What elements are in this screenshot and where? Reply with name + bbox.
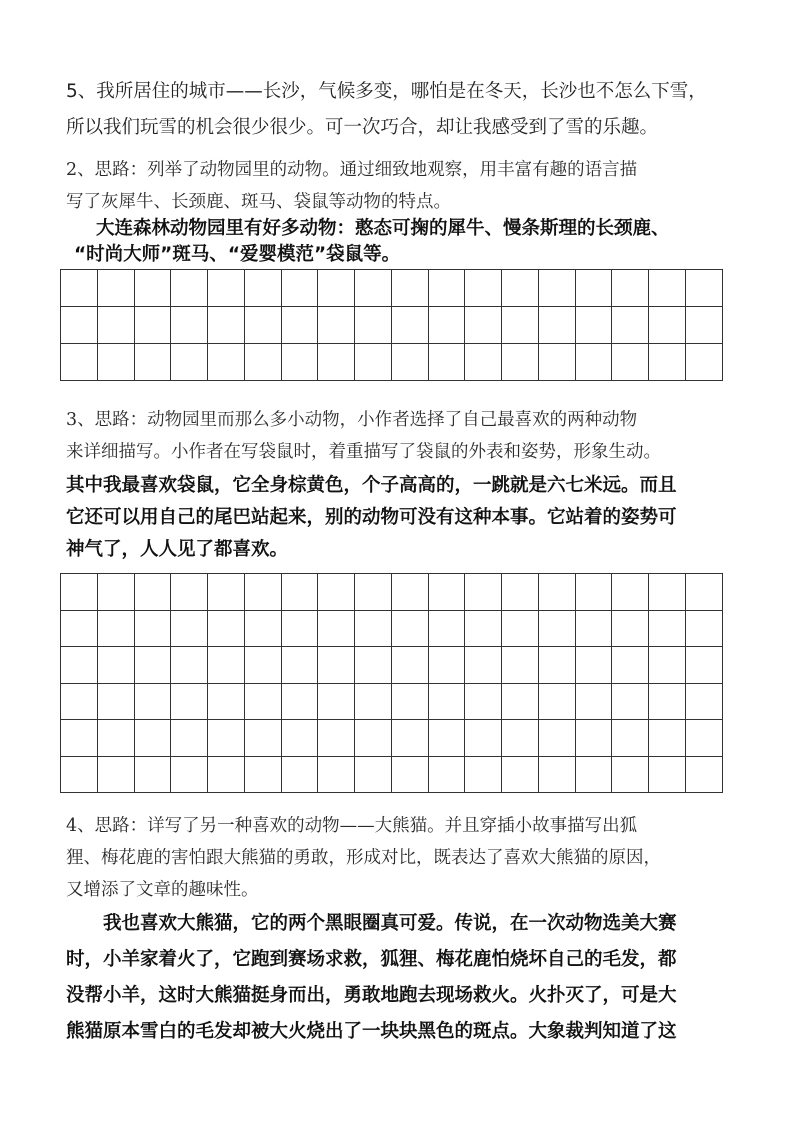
grid-cell[interactable] xyxy=(97,344,134,381)
grid-cell[interactable] xyxy=(686,574,723,611)
grid-cell[interactable] xyxy=(465,720,502,757)
grid-cell[interactable] xyxy=(649,720,686,757)
grid-cell[interactable] xyxy=(686,344,723,381)
grid-cell[interactable] xyxy=(686,683,723,720)
grid-cell[interactable] xyxy=(97,683,134,720)
text-line: 狸、梅花鹿的害怕跟大熊猫的勇敢，形成对比，既表达了喜欢大熊猫的原因， xyxy=(66,848,661,868)
text-line: 大连森林动物园里有好多动物：憨态可掬的犀牛、慢条斯理的长颈鹿、 xyxy=(96,218,670,239)
grid-cell[interactable] xyxy=(134,574,171,611)
grid-cell[interactable] xyxy=(428,574,465,611)
grid-cell[interactable] xyxy=(428,647,465,684)
grid-cell[interactable] xyxy=(318,270,355,307)
grid-cell[interactable] xyxy=(355,756,392,793)
grid-cell[interactable] xyxy=(97,574,134,611)
grid-row xyxy=(61,683,723,720)
grid-cell[interactable] xyxy=(318,610,355,647)
grid-cell[interactable] xyxy=(649,756,686,793)
grid-cell[interactable] xyxy=(318,574,355,611)
grid-cell[interactable] xyxy=(502,720,539,757)
grid-cell[interactable] xyxy=(61,270,98,307)
grid-cell[interactable] xyxy=(391,610,428,647)
section-4-note xyxy=(66,810,736,906)
grid-cell[interactable] xyxy=(502,610,539,647)
grid-cell[interactable] xyxy=(355,647,392,684)
grid-cell[interactable] xyxy=(208,720,245,757)
grid-cell[interactable] xyxy=(686,756,723,793)
text-line: 3、思路：动物园里而那么多小动物，小作者选择了自己最喜欢的两种动物 xyxy=(66,410,638,430)
grid-cell[interactable] xyxy=(575,574,612,611)
grid-cell[interactable] xyxy=(575,756,612,793)
grid-cell[interactable] xyxy=(97,270,134,307)
grid-cell[interactable] xyxy=(575,610,612,647)
writing-grid-1 xyxy=(60,269,723,381)
grid-cell[interactable] xyxy=(538,756,575,793)
grid-cell[interactable] xyxy=(649,647,686,684)
grid-cell[interactable] xyxy=(318,307,355,344)
grid-cell[interactable] xyxy=(649,307,686,344)
grid-cell[interactable] xyxy=(171,344,208,381)
grid-cell[interactable] xyxy=(318,756,355,793)
grid-cell[interactable] xyxy=(428,683,465,720)
text-line: 我也喜欢大熊猫，它的两个黑眼圈真可爱。传说，在一次动物选美大赛 xyxy=(103,913,677,934)
grid-cell[interactable] xyxy=(538,344,575,381)
grid-cell[interactable] xyxy=(61,344,98,381)
grid-cell[interactable] xyxy=(649,610,686,647)
grid-cell[interactable] xyxy=(244,720,281,757)
grid-cell[interactable] xyxy=(612,756,649,793)
grid-cell[interactable] xyxy=(465,344,502,381)
grid-cell[interactable] xyxy=(97,720,134,757)
text-line: 其中我最喜欢袋鼠，它全身棕黄色，个子高高的，一跳就是六七米远。而且 xyxy=(66,475,677,496)
grid-cell[interactable] xyxy=(134,720,171,757)
grid-cell[interactable] xyxy=(61,574,98,611)
grid-cell[interactable] xyxy=(244,307,281,344)
grid-cell[interactable] xyxy=(575,647,612,684)
grid-cell[interactable] xyxy=(612,270,649,307)
grid-cell[interactable] xyxy=(391,307,428,344)
grid-cell[interactable] xyxy=(61,307,98,344)
grid-cell[interactable] xyxy=(612,610,649,647)
grid-cell[interactable] xyxy=(686,307,723,344)
grid-row xyxy=(61,756,723,793)
grid-row xyxy=(61,270,723,307)
grid-cell[interactable] xyxy=(244,344,281,381)
grid-cell[interactable] xyxy=(391,647,428,684)
grid-cell[interactable] xyxy=(355,610,392,647)
grid-cell[interactable] xyxy=(428,610,465,647)
grid-cell[interactable] xyxy=(538,574,575,611)
grid-cell[interactable] xyxy=(428,270,465,307)
section-3-example xyxy=(66,470,736,566)
grid-cell[interactable] xyxy=(281,610,318,647)
grid-cell[interactable] xyxy=(244,610,281,647)
grid-cell[interactable] xyxy=(465,610,502,647)
grid-cell[interactable] xyxy=(391,344,428,381)
grid-cell[interactable] xyxy=(97,610,134,647)
grid-cell[interactable] xyxy=(686,647,723,684)
grid-cell[interactable] xyxy=(428,344,465,381)
grid-cell[interactable] xyxy=(391,720,428,757)
grid-cell[interactable] xyxy=(575,683,612,720)
grid-cell[interactable] xyxy=(465,683,502,720)
grid-cell[interactable] xyxy=(355,720,392,757)
grid-cell[interactable] xyxy=(355,574,392,611)
grid-cell[interactable] xyxy=(502,574,539,611)
grid-cell[interactable] xyxy=(281,647,318,684)
grid-cell[interactable] xyxy=(134,344,171,381)
text-line: “时尚大师”斑马、“爱婴模范”袋鼠等。 xyxy=(74,244,401,265)
text-line: 神气了，人人见了都喜欢。 xyxy=(66,539,289,560)
grid-cell[interactable] xyxy=(281,683,318,720)
grid-cell[interactable] xyxy=(612,344,649,381)
grid-cell[interactable] xyxy=(171,647,208,684)
grid-cell[interactable] xyxy=(391,270,428,307)
grid-cell[interactable] xyxy=(502,344,539,381)
writing-grid-2 xyxy=(60,573,723,793)
grid-cell[interactable] xyxy=(134,647,171,684)
section-5-intro xyxy=(66,74,736,146)
grid-cell[interactable] xyxy=(281,344,318,381)
grid-cell[interactable] xyxy=(281,720,318,757)
grid-cell[interactable] xyxy=(465,574,502,611)
grid-cell[interactable] xyxy=(244,683,281,720)
grid-cell[interactable] xyxy=(465,647,502,684)
grid-cell[interactable] xyxy=(538,307,575,344)
grid-cell[interactable] xyxy=(208,683,245,720)
grid-cell[interactable] xyxy=(575,270,612,307)
grid-cell[interactable] xyxy=(244,270,281,307)
grid-cell[interactable] xyxy=(538,647,575,684)
grid-cell[interactable] xyxy=(538,720,575,757)
grid-cell[interactable] xyxy=(649,683,686,720)
grid-cell[interactable] xyxy=(171,574,208,611)
grid-row xyxy=(61,307,723,344)
grid-cell[interactable] xyxy=(318,344,355,381)
section-4-example xyxy=(66,906,736,1050)
grid-cell[interactable] xyxy=(171,270,208,307)
grid-cell[interactable] xyxy=(428,307,465,344)
text-line: 4、思路：详写了另一种喜欢的动物——大熊猫。并且穿插小故事描写出狐 xyxy=(66,816,638,836)
grid-cell[interactable] xyxy=(538,610,575,647)
grid-cell[interactable] xyxy=(281,270,318,307)
grid-cell[interactable] xyxy=(281,756,318,793)
grid-cell[interactable] xyxy=(208,270,245,307)
text-line: 它还可以用自己的尾巴站起来，别的动物可没有这种本事。它站着的姿势可 xyxy=(66,507,677,528)
text-line: 2、思路：列举了动物园里的动物。通过细致地观察，用丰富有趣的语言描 xyxy=(66,160,638,180)
grid-cell[interactable] xyxy=(171,683,208,720)
grid-cell[interactable] xyxy=(171,720,208,757)
grid-cell[interactable] xyxy=(612,720,649,757)
section-2-example xyxy=(66,216,736,268)
grid-cell[interactable] xyxy=(171,307,208,344)
grid-cell[interactable] xyxy=(649,344,686,381)
text-line: 又增添了文章的趣味性。 xyxy=(66,880,259,900)
grid-cell[interactable] xyxy=(61,720,98,757)
grid-cell[interactable] xyxy=(97,756,134,793)
text-line: 来详细描写。小作者在写袋鼠时，着重描写了袋鼠的外表和姿势，形象生动。 xyxy=(66,442,661,462)
grid-cell[interactable] xyxy=(465,307,502,344)
grid-cell[interactable] xyxy=(649,574,686,611)
grid-cell[interactable] xyxy=(686,270,723,307)
grid-row xyxy=(61,647,723,684)
grid-cell[interactable] xyxy=(538,270,575,307)
grid-cell[interactable] xyxy=(244,647,281,684)
grid-cell[interactable] xyxy=(61,756,98,793)
grid-row xyxy=(61,720,723,757)
grid-cell[interactable] xyxy=(61,647,98,684)
grid-cell[interactable] xyxy=(318,683,355,720)
grid-cell[interactable] xyxy=(208,344,245,381)
grid-row xyxy=(61,344,723,381)
grid-cell[interactable] xyxy=(318,720,355,757)
grid-cell[interactable] xyxy=(612,683,649,720)
grid-cell[interactable] xyxy=(318,647,355,684)
grid-cell[interactable] xyxy=(686,720,723,757)
section-2-note xyxy=(66,154,736,218)
grid-cell[interactable] xyxy=(97,647,134,684)
grid-cell[interactable] xyxy=(97,307,134,344)
grid-cell[interactable] xyxy=(61,683,98,720)
grid-cell[interactable] xyxy=(244,756,281,793)
grid-cell[interactable] xyxy=(355,307,392,344)
grid-cell[interactable] xyxy=(208,756,245,793)
grid-cell[interactable] xyxy=(355,683,392,720)
grid-cell[interactable] xyxy=(208,307,245,344)
grid-cell[interactable] xyxy=(134,683,171,720)
grid-cell[interactable] xyxy=(502,307,539,344)
grid-cell[interactable] xyxy=(171,610,208,647)
text-line: 5、我所居住的城市——长沙，气候多变，哪怕是在冬天，长沙也不怎么下雪， xyxy=(66,81,707,102)
grid-cell[interactable] xyxy=(281,574,318,611)
grid-cell[interactable] xyxy=(208,574,245,611)
text-line: 熊猫原本雪白的毛发却被大火烧出了一块块黑色的斑点。大象裁判知道了这 xyxy=(66,1021,677,1042)
grid-cell[interactable] xyxy=(208,647,245,684)
grid-cell[interactable] xyxy=(575,307,612,344)
grid-cell[interactable] xyxy=(428,720,465,757)
grid-cell[interactable] xyxy=(134,610,171,647)
text-line: 写了灰犀牛、长颈鹿、斑马、袋鼠等动物的特点。 xyxy=(66,192,451,212)
grid-cell[interactable] xyxy=(134,756,171,793)
grid-cell[interactable] xyxy=(428,756,465,793)
grid-cell[interactable] xyxy=(686,610,723,647)
text-line: 时，小羊家着火了，它跑到赛场求救，狐狸、梅花鹿怕烧坏自己的毛发，都 xyxy=(66,949,677,970)
grid-cell[interactable] xyxy=(502,647,539,684)
grid-cell[interactable] xyxy=(244,574,281,611)
grid-cell[interactable] xyxy=(575,720,612,757)
grid-cell[interactable] xyxy=(355,270,392,307)
grid-cell[interactable] xyxy=(612,574,649,611)
grid-cell[interactable] xyxy=(134,307,171,344)
grid-cell[interactable] xyxy=(575,344,612,381)
grid-cell[interactable] xyxy=(502,270,539,307)
section-3-note xyxy=(66,404,736,468)
text-line: 没帮小羊，这时大熊猫挺身而出，勇敢地跑去现场救火。火扑灭了，可是大 xyxy=(66,985,677,1006)
grid-cell[interactable] xyxy=(612,307,649,344)
grid-cell[interactable] xyxy=(355,344,392,381)
grid-cell[interactable] xyxy=(281,307,318,344)
grid-cell[interactable] xyxy=(391,683,428,720)
grid-cell[interactable] xyxy=(391,756,428,793)
grid-cell[interactable] xyxy=(612,647,649,684)
grid-row xyxy=(61,574,723,611)
grid-cell[interactable] xyxy=(134,270,171,307)
grid-cell[interactable] xyxy=(465,270,502,307)
grid-cell[interactable] xyxy=(391,574,428,611)
grid-cell[interactable] xyxy=(538,683,575,720)
grid-cell[interactable] xyxy=(208,610,245,647)
grid-cell[interactable] xyxy=(465,756,502,793)
grid-row xyxy=(61,610,723,647)
text-line: 所以我们玩雪的机会很少很少。可一次巧合，却让我感受到了雪的乐趣。 xyxy=(66,117,659,138)
grid-cell[interactable] xyxy=(171,756,208,793)
grid-cell[interactable] xyxy=(502,683,539,720)
grid-cell[interactable] xyxy=(502,756,539,793)
grid-cell[interactable] xyxy=(649,270,686,307)
grid-cell[interactable] xyxy=(61,610,98,647)
